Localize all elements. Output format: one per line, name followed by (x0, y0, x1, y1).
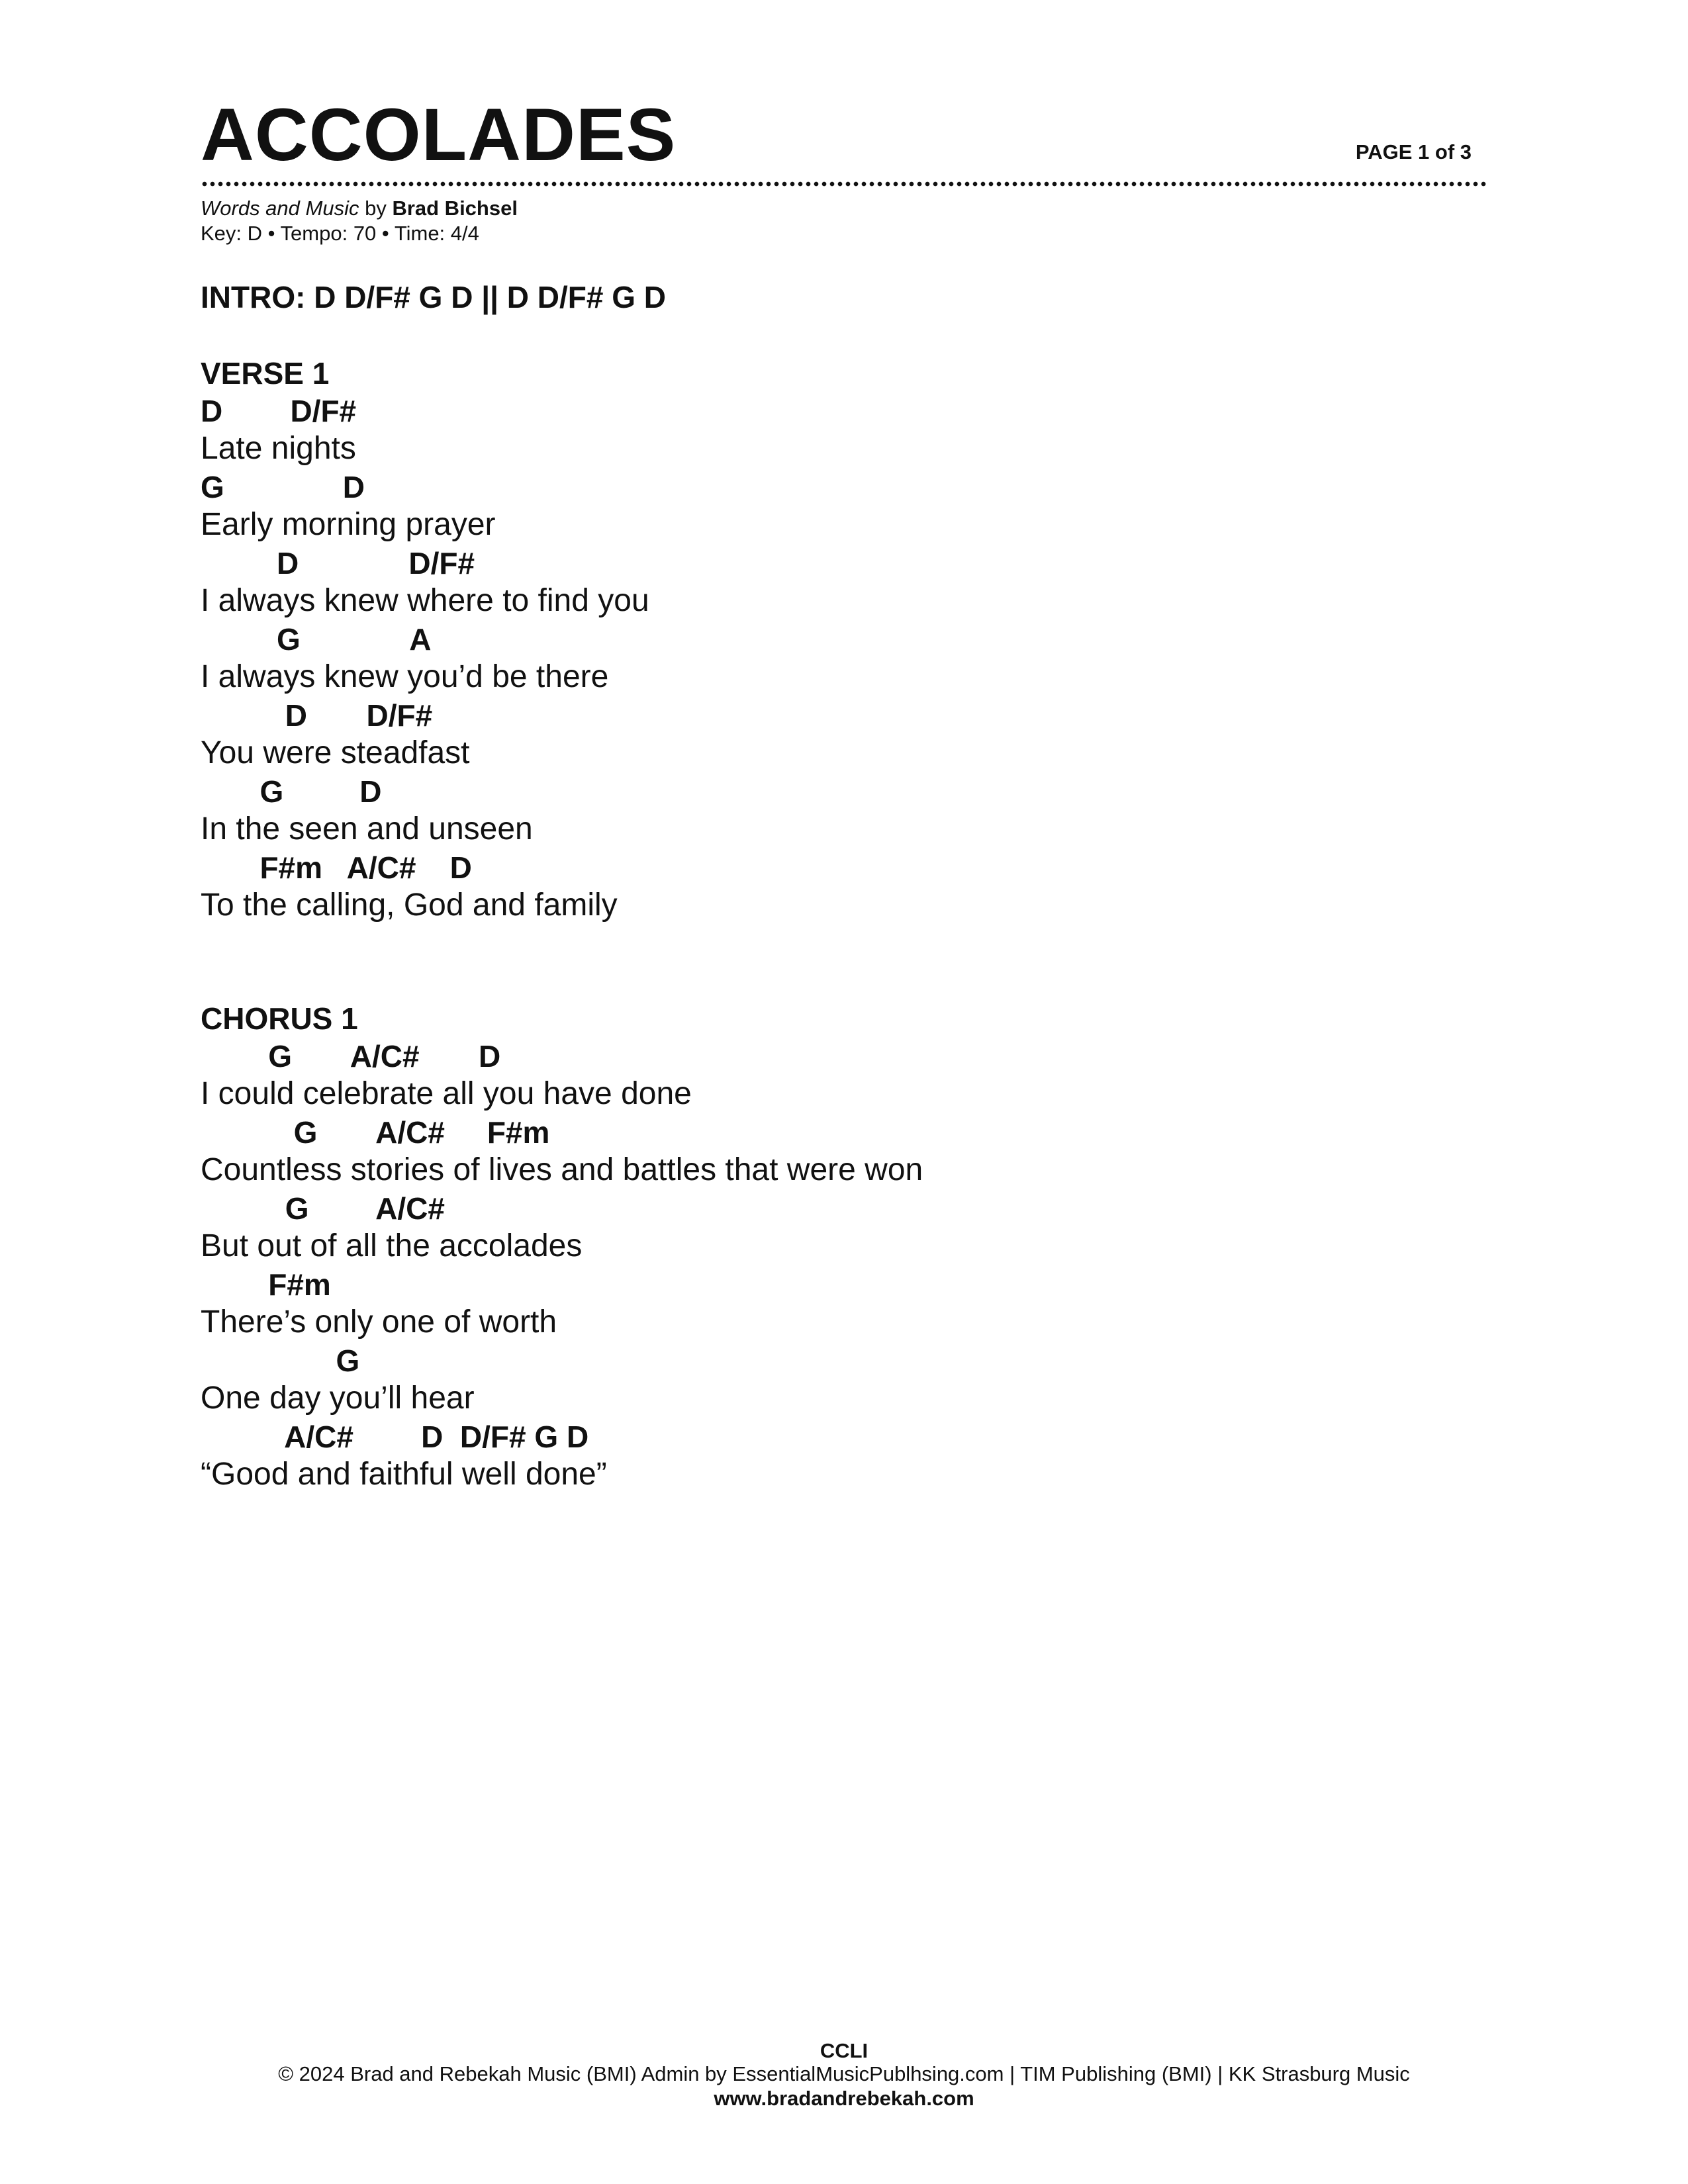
lyric-line: I always knew where to find you (201, 583, 649, 618)
chord-line: D D/F# (201, 546, 475, 580)
lyric-line: I could celebrate all you have done (201, 1076, 692, 1111)
credit-prefix: Words and Music (201, 197, 359, 220)
chord-line: F#m A/C# D (201, 850, 472, 885)
lyric-line: I always knew you’d be there (201, 659, 609, 694)
credit-by: by (359, 197, 393, 220)
song-title: ACCOLADES (201, 93, 677, 176)
website-link[interactable]: www.bradandrebekah.com (714, 2087, 974, 2110)
chord-line: G A (201, 622, 432, 657)
lyric-line: Early morning prayer (201, 507, 496, 542)
chord-line: G A/C# (201, 1191, 445, 1226)
intro-line: INTRO: D D/F# G D || D D/F# G D (201, 280, 666, 314)
lyric-line: In the seen and unseen (201, 811, 533, 846)
chord-line: A/C# D D/F# G D (201, 1420, 589, 1454)
chord-sheet (201, 0, 1486, 2184)
copyright-notice: © 2024 Brad and Rebekah Music (BMI) Admin by EssentialMusicPublhsing.com | TIM Publishing (BMI) | KK Strasburg Music (278, 2062, 1410, 2085)
chord-line: G (201, 1343, 360, 1378)
lyric-line: One day you’ll hear (201, 1381, 475, 1416)
lyric-line: To the calling, God and family (201, 887, 618, 923)
chord-line: G D (201, 774, 382, 809)
chord-line: F#m (201, 1267, 331, 1302)
lyric-line: There’s only one of worth (201, 1304, 557, 1340)
chord-line: G A/C# F#m (201, 1115, 550, 1150)
lyric-line: Countless stories of lives and battles that were won (201, 1152, 923, 1187)
chord-line: G D (201, 470, 365, 504)
lyric-line: Late nights (201, 431, 356, 466)
lyric-line: But out of all the accolades (201, 1228, 583, 1263)
page-number: PAGE 1 of 3 (1355, 140, 1472, 163)
lyric-line: “Good and faithful well done” (201, 1457, 607, 1492)
author-name: Brad Bichsel (392, 197, 518, 220)
lyric-line: You were steadfast (201, 735, 470, 770)
chord-line: D D/F# (201, 698, 433, 733)
verse-1-heading: VERSE 1 (201, 356, 330, 390)
song-meta: Key: D • Tempo: 70 • Time: 4/4 (201, 222, 479, 245)
chorus-1-heading: CHORUS 1 (201, 1001, 358, 1036)
chord-line: D D/F# (201, 394, 357, 428)
chord-line: G A/C# D (201, 1039, 501, 1073)
ccli-label: CCLI (820, 2039, 868, 2062)
